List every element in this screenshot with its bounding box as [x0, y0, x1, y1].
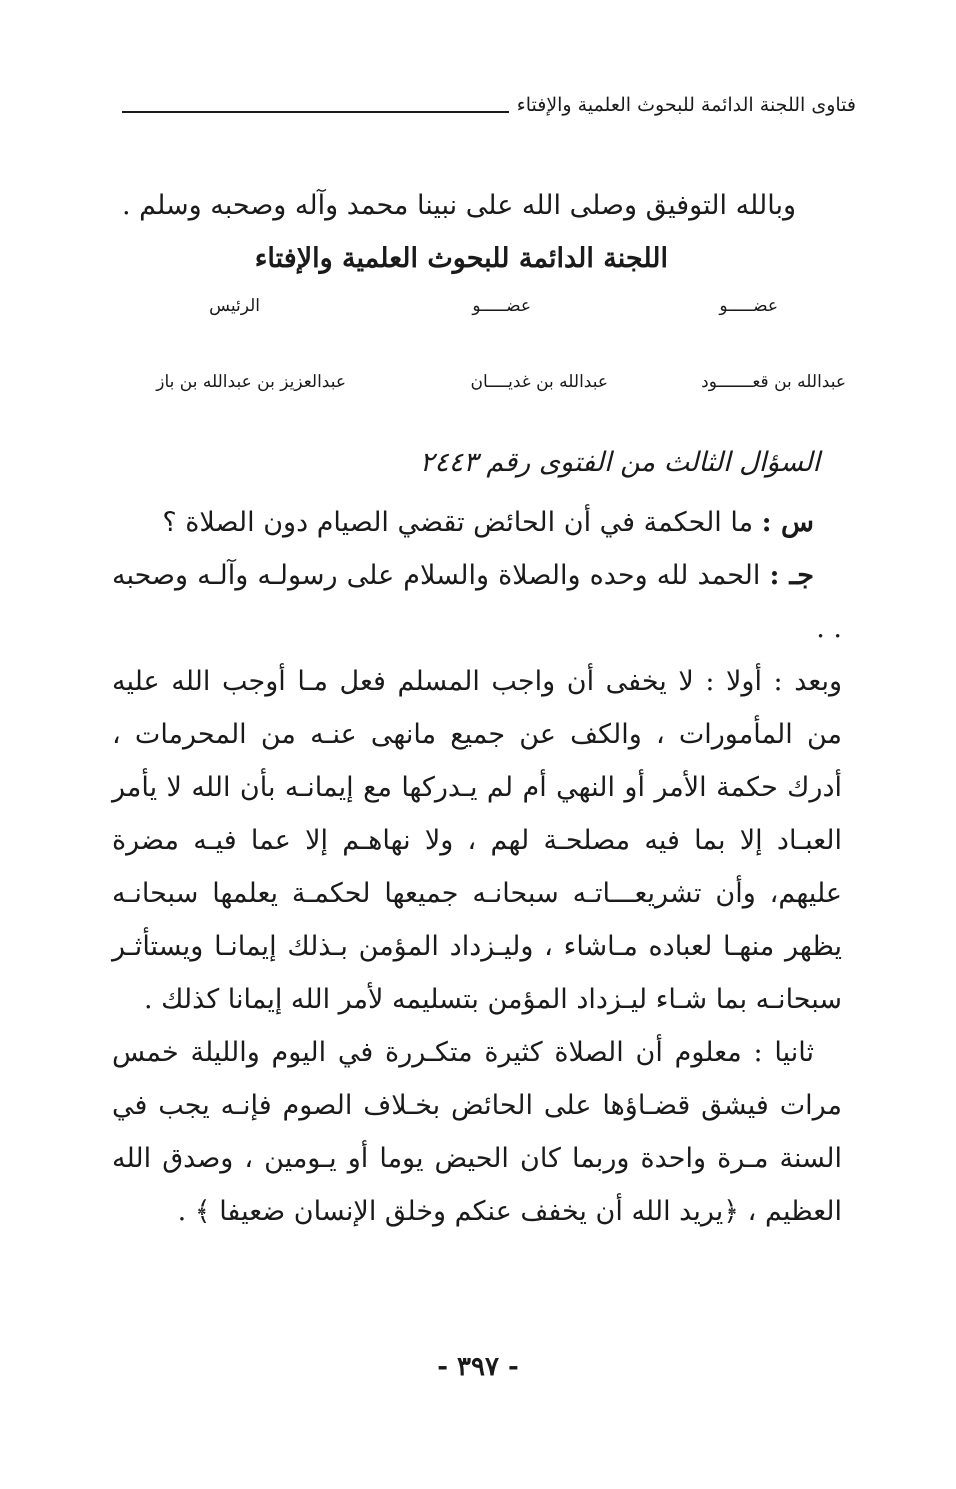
signatory-role-1: عضـــــو — [719, 296, 778, 316]
fatwa-body — [112, 496, 842, 1238]
signatory-name-1: عبدالله بن قعـــــــود — [701, 372, 846, 392]
answer-first-point: وبعد : أولا : لا يخفى أن واجب المسلم فعل مـا أوجب الله عليه من المأمورات ، والكف عن جميع مانهى عنـه من المحرمات ، أدرك حكمة الأمر أو النهي أم لم يـدركها مع إيمانـه بأن الله لا يأمر العبـاد إلا بما فيه مصلحـة لهم ، ولا نهاهـم إلا عما فيـه مضرة عليهم، وأن تشريعـــاتـه سبحانـه جميعها لحكمـة يعلمها سبحانـه يظهر منهـا لعباده مـاشاء ، وليـزداد المؤمن بـذلك إيمانـا ويستأثـر سبحانـه بما شـاء ليـزداد المؤمن بتسليمه لأمر الله إيمانا كذلك . — [112, 666, 842, 1015]
signatory-role-2: عضـــــو — [472, 296, 531, 316]
signatory-name-3: عبدالعزيز بن عبدالله بن باز — [156, 372, 346, 392]
committee-name: اللجنة الدائمة للبحوث العلمية والإفتاء — [254, 243, 668, 274]
answer-second-point: ثانيا : معلوم أن الصلاة كثيرة متكـررة في اليوم والليلة خمس مرات فيشق قضـاؤها على الحائض بخـلاف الصوم فإنـه يجب في السنة مـرة واحدة وربما كان الحيض يوما أو يـومين ، وصدق الله العظيم ، ﴿يريد الله أن يخفف عنكم وخلق الإنسان ضعيفا ﴾ . — [112, 1037, 842, 1227]
running-header — [122, 96, 856, 115]
header-rule — [122, 111, 509, 113]
question-text: ما الحكمة في أن الحائض تقضي الصيام دون الصلاة ؟ — [162, 507, 754, 538]
answer-label: جـ : — [769, 560, 814, 591]
question-paragraph — [112, 496, 842, 549]
answer-opening-paragraph — [112, 549, 842, 655]
page-number: - ٣٩٧ - — [437, 1352, 519, 1382]
signatory-name-2: عبدالله بن غديــــان — [470, 372, 608, 392]
running-header-title: فتاوى اللجنة الدائمة للبحوث العلمية والإفتاء — [516, 94, 856, 116]
closing-line: وبالله التوفيق وصلى الله على نبينا محمد وآله وصحبه وسلم . — [121, 190, 796, 221]
question-label: س : — [761, 507, 814, 538]
question-title: السؤال الثالث من الفتوى رقم ٢٤٤٣ — [419, 447, 820, 478]
answer-opening: الحمد لله وحده والصلاة والسلام على رسولـه وآلـه وصحبه . . — [112, 560, 842, 644]
signatory-role-3: الرئيس — [209, 296, 260, 316]
